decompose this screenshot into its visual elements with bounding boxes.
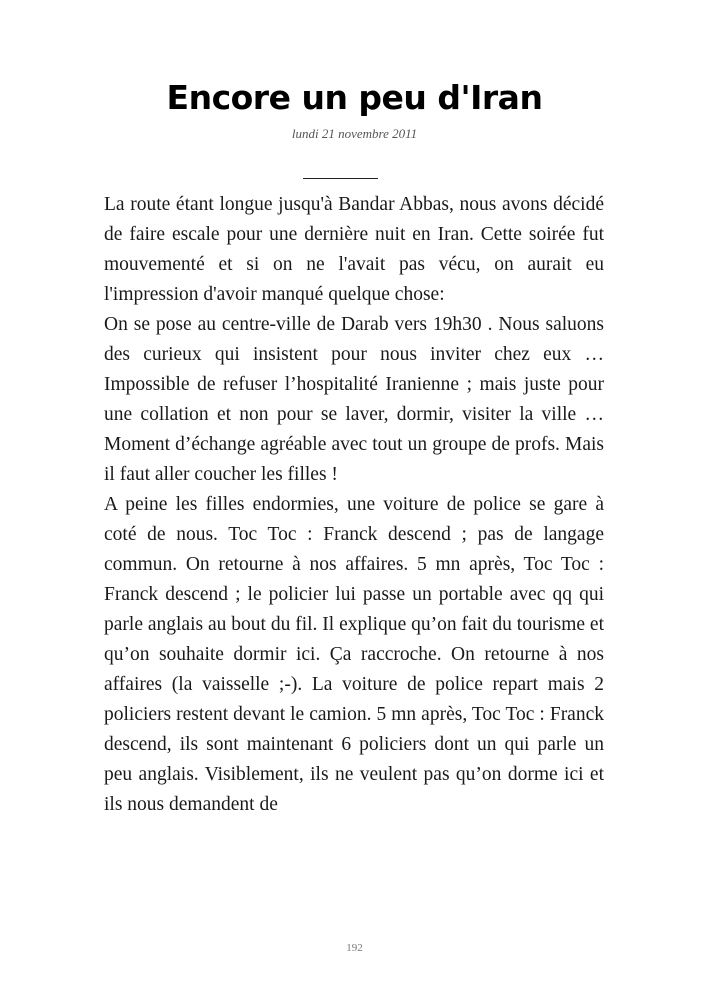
post-date: lundi 21 novembre 2011 [291, 126, 418, 141]
article-body [104, 190, 604, 820]
page-title: Encore un peu d'Iran [166, 78, 543, 117]
paragraph: On se pose au centre-ville de Darab vers 19h30 . Nous saluons des curieux qui insistent pour nous inviter chez eux … Impossible de refuser l’hospitalité Iranienne ; mais juste pour une collation et non pour se laver, dormir, visiter la ville … Moment d’échange agréable avec tout un groupe de profs. Mais il faut aller coucher les filles ! [104, 314, 604, 485]
title-separator [303, 178, 378, 179]
paragraph: A peine les filles endormies, une voiture de police se gare à coté de nous. Toc Toc : Franck descend ; pas de langage commun. On retourne à nos affaires. 5 mn après, Toc Toc : Franck descend ; le policier lui passe un portable avec qq qui parle anglais au bout du fil. Il explique qu’on fait du tourisme et qu’on souhaite dormir ici. Ça raccroche. On retourne à nos affaires (la vaisselle ;-). La voiture de police repart mais 2 policiers restent devant le camion. 5 mn après, Toc Toc : Franck descend, ils sont maintenant 6 policiers dont un qui parle un peu anglais. Visiblement, ils ne veulent pas qu’on dorme ici et ils nous demandent de [104, 494, 604, 815]
paragraph: La route étant longue jusqu'à Bandar Abbas, nous avons décidé de faire escale pour une dernière nuit en Iran. Cette soirée fut mouvementé et si on ne l'avait pas vécu, on aurait eu l'impression d'avoir manqué quelque chose: [104, 194, 604, 305]
page-number: 192 [346, 942, 363, 954]
